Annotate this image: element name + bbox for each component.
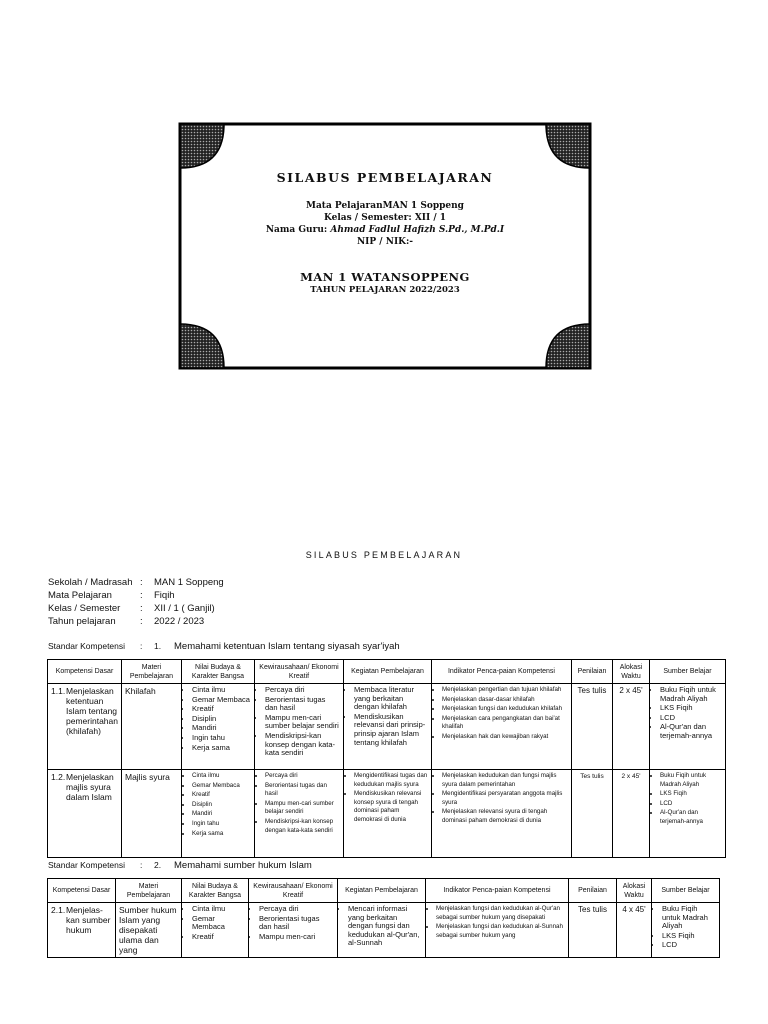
header-nilai: Nilai Budaya & Karakter Bangsa: [181, 660, 254, 684]
meta-row: Sekolah / Madrasah : MAN 1 Soppeng: [48, 577, 224, 588]
kd-cell: 1.1. Menjelaskan ketentuan Islam tentang pemerintahan (khilafah): [48, 684, 122, 770]
meta-row: Kelas / Semester : XII / 1 ( Ganjil): [48, 603, 215, 614]
header-kd: Kompetensi Dasar: [48, 660, 122, 684]
table-header-row: [48, 879, 720, 903]
header-kewirausahaan: Kewirausahaan/ Ekonomi Kreatif: [254, 660, 343, 684]
header-kd: Kompetensi Dasar: [48, 879, 116, 903]
header-materi: Materi Pembelajaran: [121, 660, 181, 684]
indikator-cell: • Menjelaskan kedudukan dan fungsi majlis syura dalam pemerintahan • Mengidentifikasi persyaratan anggota majlis syura • Menjelaskan relevansi syura di tengah dominasi paham demokrasi di dunia: [431, 770, 571, 858]
header-materi: Materi Pembelajaran: [116, 879, 182, 903]
cover-page: [178, 122, 592, 370]
standar-kompetensi-1: Standar Kompetensi : 1. Memahami ketentuan Islam tentang siyasah syar'iyah: [48, 641, 400, 652]
indikator-cell: • Menjelaskan fungsi dan kedudukan al-Qur'an sebagai sumber hukum yang disepakati • Menjelaskan fungsi dan kedudukan al-Sunnah sebagai sumber hukum yang: [426, 903, 569, 958]
nilai-cell: • Cinta ilmu • Gemar Membaca • Kreatif: [182, 903, 249, 958]
kd-cell: 1.2. Menjelaskan majlis syura dalam Islam: [48, 770, 122, 858]
header-indikator: Indikator Penca-paian Kompetensi: [426, 879, 569, 903]
meta-row: Mata Pelajaran : Fiqih: [48, 590, 175, 601]
penilaian-cell: Tes tulis: [571, 770, 612, 858]
header-penilaian: Penilaian: [571, 660, 612, 684]
header-penilaian: Penilaian: [569, 879, 617, 903]
cover-class: Kelas / Semester: XII / 1: [323, 213, 447, 223]
table-row: [48, 903, 720, 958]
alokasi-cell: 4 x 45': [617, 903, 652, 958]
cover-year: TAHUN PELAJARAN 2022/2023: [310, 285, 460, 295]
sumber-cell: • Buku Fiqih untuk Madrah Aliyah • LKS Fiqih • LCD: [652, 903, 720, 958]
kd-cell: 2.1. Menjelas-kan sumber hukum: [48, 903, 116, 958]
cover-subject: Mata PelajaranMAN 1 Soppeng: [306, 201, 464, 211]
indikator-cell: • Menjelaskan pengertian dan tujuan khilafah • Menjelaskan dasar-dasar khilafah • Menjelaskan fungsi dan kedudukan khilafah • Menjelaskan cara pengangkatan dan bai'at khalifah • Menjelaskan hak dan kewajiban rakyat: [431, 684, 571, 770]
header-kewirausahaan: Kewirausahaan/ Ekonomi Kreatif: [249, 879, 338, 903]
kegiatan-cell: • Mencari informasi yang berkaitan dengan fungsi dan kedudukan al-Qur'an, al-Sunnah: [338, 903, 426, 958]
penilaian-cell: Tes tulis: [571, 684, 612, 770]
alokasi-cell: 2 x 45': [612, 684, 649, 770]
kewirausahaan-cell: • Percaya diri • Berorientasi tugas dan hasil • Mampu men-cari: [249, 903, 338, 958]
kewirausahaan-cell: • Percaya diri • Berorientasi tugas dan hasil • Mampu men-cari sumber belajar sendiri • Mendiskripsi-kan konsep dengan kata-kata sendiri: [254, 770, 343, 858]
cover-title: SILABUS PEMBELAJARAN: [276, 170, 494, 185]
materi-cell: Khilafah: [121, 684, 181, 770]
header-alokasi: Alokasi Waktu: [612, 660, 649, 684]
nilai-cell: • Cinta ilmu • Gemar Membaca • Kreatif • Disiplin • Mandiri • Ingin tahu • Kerja sama: [181, 684, 254, 770]
kegiatan-cell: • Mengidentifikasi tugas dan kedudukan majlis syura • Mendiskusikan relevansi konsep syura di tengah dominasi paham demokrasi di dunia: [343, 770, 431, 858]
materi-cell: Majlis syura: [121, 770, 181, 858]
cover-nip: NIP / NIK:-: [356, 237, 414, 247]
meta-row: Tahun pelajaran : 2022 / 2023: [48, 616, 205, 627]
penilaian-cell: Tes tulis: [569, 903, 617, 958]
document-title: SILABUS PEMBELAJARAN: [305, 550, 463, 560]
header-kegiatan: Kegiatan Pembelajaran: [343, 660, 431, 684]
nilai-cell: • Cinta ilmu • Gemar Membaca • Kreatif • Disiplin • Mandiri • Ingin tahu • Kerja sama: [181, 770, 254, 858]
table-header-row: [48, 660, 726, 684]
table-row: [48, 770, 726, 858]
alokasi-cell: 2 x 45': [612, 770, 649, 858]
header-sumber: Sumber Belajar: [649, 660, 725, 684]
silabus-table-2: [47, 878, 720, 958]
sumber-cell: • Buku Fiqih untuk Madrah Aliyah • LKS Fiqih • LCD • Al-Qur'an dan terjemah-annya: [649, 770, 725, 858]
sumber-cell: • Buku Fiqih untuk Madrah Aliyah • LKS Fiqih • LCD • Al-Qur'an dan terjemah-annya: [649, 684, 725, 770]
header-kegiatan: Kegiatan Pembelajaran: [338, 879, 426, 903]
header-indikator: Indikator Penca-paian Kompetensi: [431, 660, 571, 684]
materi-cell: Sumber hukum Islam yang disepakati ulama dan yang: [116, 903, 182, 958]
standar-kompetensi-2: Standar Kompetensi : 2. Memahami sumber hukum Islam: [48, 860, 312, 871]
header-nilai: Nilai Budaya & Karakter Bangsa: [182, 879, 249, 903]
kewirausahaan-cell: • Percaya diri • Berorientasi tugas dan hasil • Mampu men-cari sumber belajar sendiri • Mendiskripsi-kan konsep dengan kata-kata sendiri: [254, 684, 343, 770]
cover-teacher: Nama Guru: Ahmad Fadlul Hafizh S.Pd., M.Pd.I: [265, 225, 505, 235]
kegiatan-cell: • Membaca literatur yang berkaitan dengan khilafah • Mendiskusikan relevansi dari prinsip-prinsip ajaran Islam tentang khilafah: [343, 684, 431, 770]
header-alokasi: Alokasi Waktu: [617, 879, 652, 903]
table-row: [48, 684, 726, 770]
cover-school: MAN 1 WATANSOPPENG: [300, 270, 470, 284]
document-meta: [48, 576, 224, 628]
header-sumber: Sumber Belajar: [652, 879, 720, 903]
silabus-table-1: [47, 659, 726, 858]
